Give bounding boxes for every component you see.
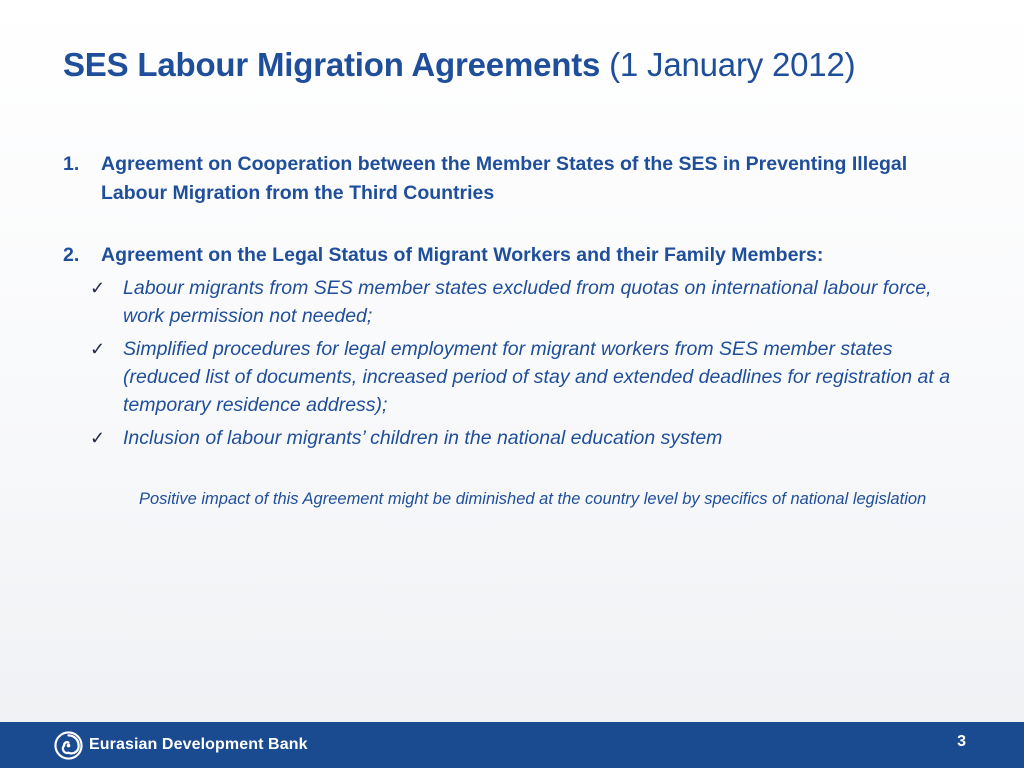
- agreement-number: 1.: [63, 153, 80, 175]
- slide-title: [63, 46, 855, 84]
- impact-note: Positive impact of this Agreement might be diminished at the country level by specifics of national legislation: [139, 490, 927, 508]
- checkmark-icon: ✓: [90, 278, 106, 298]
- footer-bar: [0, 722, 1024, 768]
- page-number: 3: [957, 733, 966, 750]
- bank-name: Eurasian Development Bank: [89, 736, 308, 753]
- checkmark-icon: ✓: [90, 428, 106, 448]
- check-item-text: Labour migrants from SES member states excluded from quotas on international labour force, work permission not needed;: [123, 277, 932, 327]
- check-list-item: [90, 274, 970, 330]
- bank-logo: [54, 730, 308, 760]
- check-item-text: Inclusion of labour migrants’ children in the national education system: [123, 427, 723, 449]
- check-list-item: [90, 424, 970, 452]
- swirl-logo-icon: [54, 731, 83, 760]
- agreement-text: Agreement on the Legal Status of Migrant Workers and their Family Members:: [101, 244, 824, 266]
- check-item-text: Simplified procedures for legal employment for migrant workers from SES member states (reduced list of documents, increased period of stay and extended deadlines for registration at a temporary residence address);: [123, 338, 951, 416]
- check-list: [90, 274, 970, 457]
- slide-title-date: (1 January 2012): [600, 46, 856, 83]
- agreement-item-1: [63, 150, 963, 208]
- checkmark-icon: ✓: [90, 339, 106, 359]
- check-list-item: [90, 335, 970, 419]
- agreement-text: Agreement on Cooperation between the Member States of the SES in Preventing Illegal Labour Migration from the Third Countries: [101, 153, 908, 204]
- agreement-number: 2.: [63, 244, 80, 266]
- agreement-item-2: [63, 241, 963, 270]
- slide-title-main: SES Labour Migration Agreements: [63, 46, 601, 83]
